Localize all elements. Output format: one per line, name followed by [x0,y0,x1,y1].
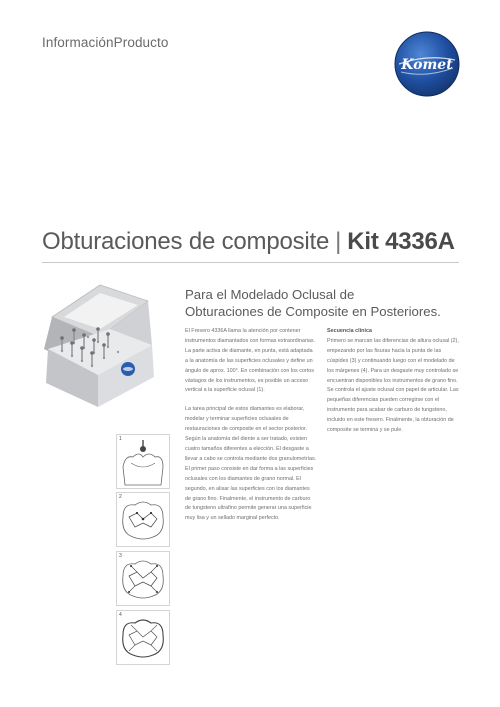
step-illustration-3 [116,551,170,606]
page-header-title: InformaciónProducto [42,35,169,50]
title-separator: | [335,228,342,255]
section-subtitle [185,286,460,320]
text-column-left [185,327,317,533]
intro-paragraph: El Fresero 4336A llama la atención por contener instrumentos diamantados con formas extraordinarias. La parte activa de diamante, en punta, está adaptada a la anatomía de las superficies oclusales y define un ángulo de aprox. 100°. En combinación con los cortos vástagos de los instrumentos, es posible un acceso vertical a la superficie oclusal (1). [185,328,316,394]
komet-logo-text: Komet [401,57,453,73]
clinical-sequence-heading: Secuencia clínica [327,328,372,334]
occlusal-view-drawing [117,611,169,664]
step-number: 1 [119,436,122,442]
step-illustration-4 [116,610,170,665]
title-main: Obturaciones de composite [42,228,330,255]
title-kit: Kit 4336A [347,228,455,255]
subtitle-line-1: Para el Modelado Oclusal de [185,287,355,302]
komet-logo [393,30,461,98]
main-task-paragraph: La tarea principal de estos diamantes es elaborar, modelar y terminar superficies oclusales de restauraciones de composite en el sector posterior. Según la anatomía del diente a ser tratado, existen cuatro tamaños diferentes a elección. El desgaste a llevar a cabo se controla mediante dos granulometrías. El primer paso consiste en dar forma a las superficies oclusales con los diamantes de grano normal. El segundo, en alisar las superficies con los diamantes de grano fino. Finalmente, el instrumento de carburo de tungsteno ultrafino permite generar una superficie muy lisa y un sellado marginal perfecto. [185,406,317,522]
step-number: 3 [119,553,122,559]
step-number: 4 [119,612,122,618]
text-column-right [327,327,460,445]
subtitle-line-2: Obturaciones de Composite en Posteriores. [185,304,441,319]
title-divider [42,262,459,263]
clinical-sequence-paragraph: Primero se marcan las diferencias de altura oclusal (2), empezando por las fisuras hacia la punta de las cúspides (3) y continuando luego con el modelado de los márgenes (4). Para un desgaste muy controlado se encuentran disponibles los instrumentos de grano fino. Se controla el ajuste oclusal con papel de articular. Las pequeñas diferencias pueden corregirse con el instrumento para acabar de carburo de tungsteno, incluido en este fresero. Finalmente, la obturación de composite se termina y se pule. [327,337,459,434]
step-illustration-1 [116,434,170,489]
occlusal-view-drawing [117,493,169,546]
tooth-burr-drawing [117,435,169,488]
bur-kit-image [40,279,160,409]
page-title [42,228,455,256]
step-number: 2 [119,494,122,500]
step-illustration-2 [116,492,170,547]
occlusal-view-drawing [117,552,169,605]
